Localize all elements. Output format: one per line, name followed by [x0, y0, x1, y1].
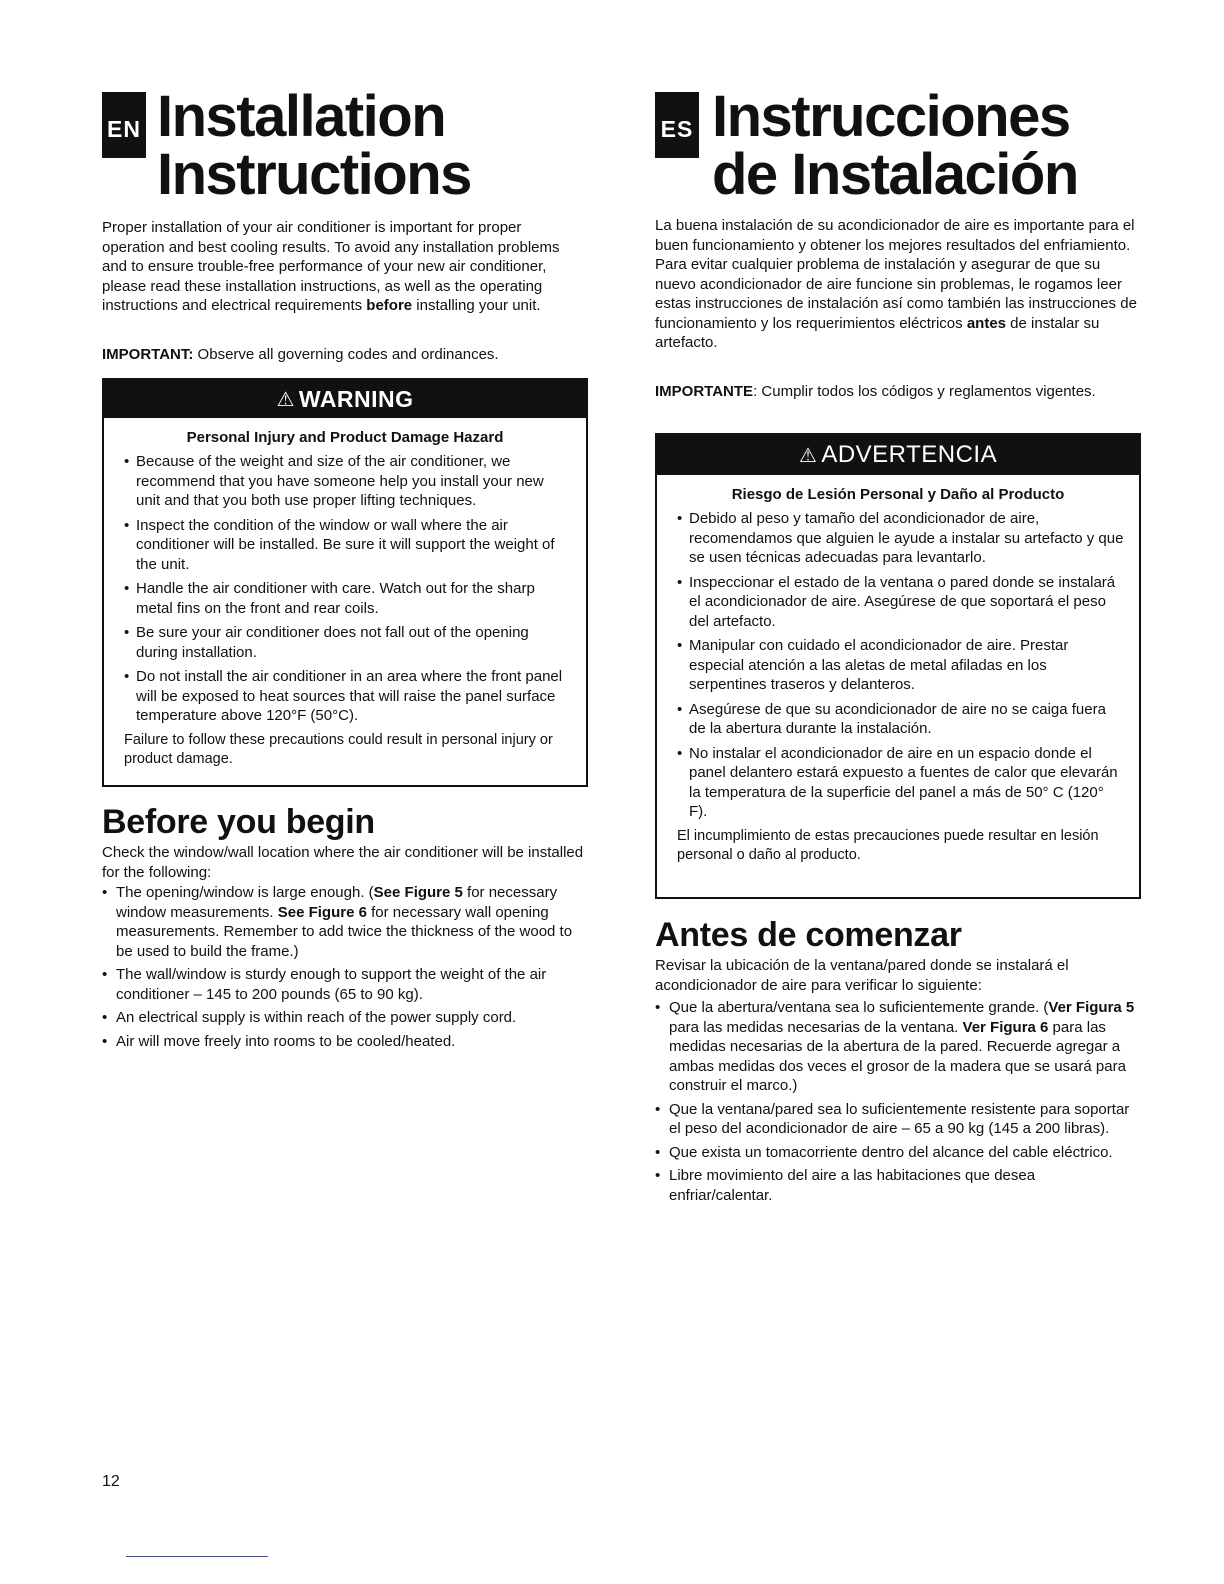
section-lead: Revisar la ubicación de la ventana/pared donde se instalará el acondicionador de aire para verificar lo siguiente:: [655, 957, 1069, 994]
warning-subtitle: Riesgo de Lesión Personal y Daño al Producto: [731, 486, 1065, 503]
section-title: Antes de comenzar: [655, 916, 962, 954]
title-line-1: Instrucciones: [712, 84, 1070, 149]
section-lead: Check the window/wall location where the air conditioner will be installed for the following:: [102, 844, 584, 881]
checklist: [655, 998, 1141, 1209]
language-badge-en: EN: [102, 92, 146, 158]
list-item: • Que exista un tomacorriente dentro del alcance del cable eléctrico.: [655, 1143, 1141, 1163]
warning-item: • Be sure your air conditioner does not fall out of the opening during installation.: [124, 623, 572, 662]
list-item: • The opening/window is large enough. (See Figure 5 for necessary window measurements. See Figure 6 for necessary wall opening measurements. Remember to add twice the thickness of the wood to be used to build the frame.): [102, 883, 588, 961]
warning-item: • Inspect the condition of the window or wall where the air conditioner will be installed. Be sure it will support the weight of the unit.: [124, 516, 572, 575]
warning-item: • Handle the air conditioner with care. Watch out for the sharp metal fins on the front and rear coils.: [124, 579, 572, 618]
title-line-1: Installation: [157, 84, 446, 149]
warning-footer: Failure to follow these precautions could result in personal injury or product damage.: [124, 731, 553, 767]
title-line-2: Instructions: [157, 142, 471, 207]
warning-box: [102, 378, 588, 787]
warning-list: [104, 452, 586, 726]
page-number: 12: [102, 1473, 120, 1490]
warning-triangle-icon: ⚠: [798, 444, 818, 467]
list-item: • Libre movimiento del aire a las habitaciones que desea enfriar/calentar.: [655, 1166, 1141, 1205]
warning-item: • No instalar el acondicionador de aire en un espacio donde el panel delantero estará expuesto a fuentes de calor que elevarán la temperatura de la superficie del panel a más de 50° C (120° F).: [677, 744, 1125, 822]
list-item: • The wall/window is sturdy enough to support the weight of the air conditioner – 145 to 200 pounds (65 to 90 kg).: [102, 965, 588, 1004]
footer-rule: [126, 1556, 268, 1557]
list-item: • Air will move freely into rooms to be cooled/heated.: [102, 1032, 588, 1052]
list-item: • Que la ventana/pared sea lo suficientemente resistente para soportar el peso del acondicionador de aire – 65 a 90 kg (145 a 200 libras).: [655, 1100, 1141, 1139]
warning-item: • Manipular con cuidado el acondicionador de aire. Prestar especial atención a las aletas de metal afiladas en los serpentines traseros y delanteros.: [677, 636, 1125, 695]
warning-item: • Asegúrese de que su acondicionador de aire no se caiga fuera de la abertura durante la instalación.: [677, 700, 1125, 739]
list-item: • Que la abertura/ventana sea lo suficientemente grande. (Ver Figura 5 para las medidas necesarias de la ventana. Ver Figura 6 para las medidas necesarias de la abertura de la pared. Recuerde agregar a ambas medidas dos veces el grosor de la madera que se usará para construir el marco.): [655, 998, 1141, 1096]
warning-list: [657, 509, 1139, 822]
warning-box: [655, 433, 1141, 899]
page-title: [712, 84, 1078, 207]
warning-subtitle: Personal Injury and Product Damage Hazard: [186, 429, 504, 446]
intro-paragraph: Proper installation of your air conditioner is important for proper operation and best cooling results. To avoid any installation problems and to ensure trouble-free performance of your new air conditioner, please read these installation instructions, as well as the operating instructions and electrical requirements before installing your unit.: [102, 219, 560, 314]
intro-paragraph: La buena instalación de su acondicionador de aire es importante para el buen funcionamiento y obtener los mejores resultados del enfriamiento. Para evitar cualquier problema de instalación y asegurar de que su nuevo acondicionador de aire funcione sin problemas, le rogamos leer estas instrucciones de instalación así como también las instrucciones de funcionamiento y los requerimientos eléctricos antes de instalar su artefacto.: [655, 217, 1137, 351]
checklist: [102, 883, 588, 1055]
language-badge-es: ES: [655, 92, 699, 158]
important-note: IMPORTANT: Observe all governing codes and ordinances.: [102, 346, 499, 363]
warning-header: ⚠ ADVERTENCIA: [657, 435, 1139, 475]
warning-header: ⚠ WARNING: [104, 380, 586, 418]
important-note: IMPORTANTE: Cumplir todos los códigos y reglamentos vigentes.: [655, 383, 1096, 400]
section-title: Before you begin: [102, 803, 375, 841]
warning-footer: El incumplimiento de estas precauciones puede resultar en lesión personal o daño al producto.: [677, 827, 1099, 863]
page-title: [157, 84, 471, 207]
warning-item: • Do not install the air conditioner in an area where the front panel will be exposed to heat sources that will raise the panel surface temperature above 120°F (50°C).: [124, 667, 572, 726]
warning-item: • Debido al peso y tamaño del acondicionador de aire, recomendamos que alguien le ayude a instalar su artefacto y que se usen técnicas adecuadas para levantarlo.: [677, 509, 1125, 568]
warning-item: • Because of the weight and size of the air conditioner, we recommend that you have someone help you install your new unit and that you both use proper lifting techniques.: [124, 452, 572, 511]
title-line-2: de Instalación: [712, 142, 1078, 207]
warning-triangle-icon: ⚠: [276, 388, 295, 411]
list-item: • An electrical supply is within reach of the power supply cord.: [102, 1008, 588, 1028]
warning-item: • Inspeccionar el estado de la ventana o pared donde se instalará el acondicionador de aire. Asegúrese de que soportará el peso del artefacto.: [677, 573, 1125, 632]
